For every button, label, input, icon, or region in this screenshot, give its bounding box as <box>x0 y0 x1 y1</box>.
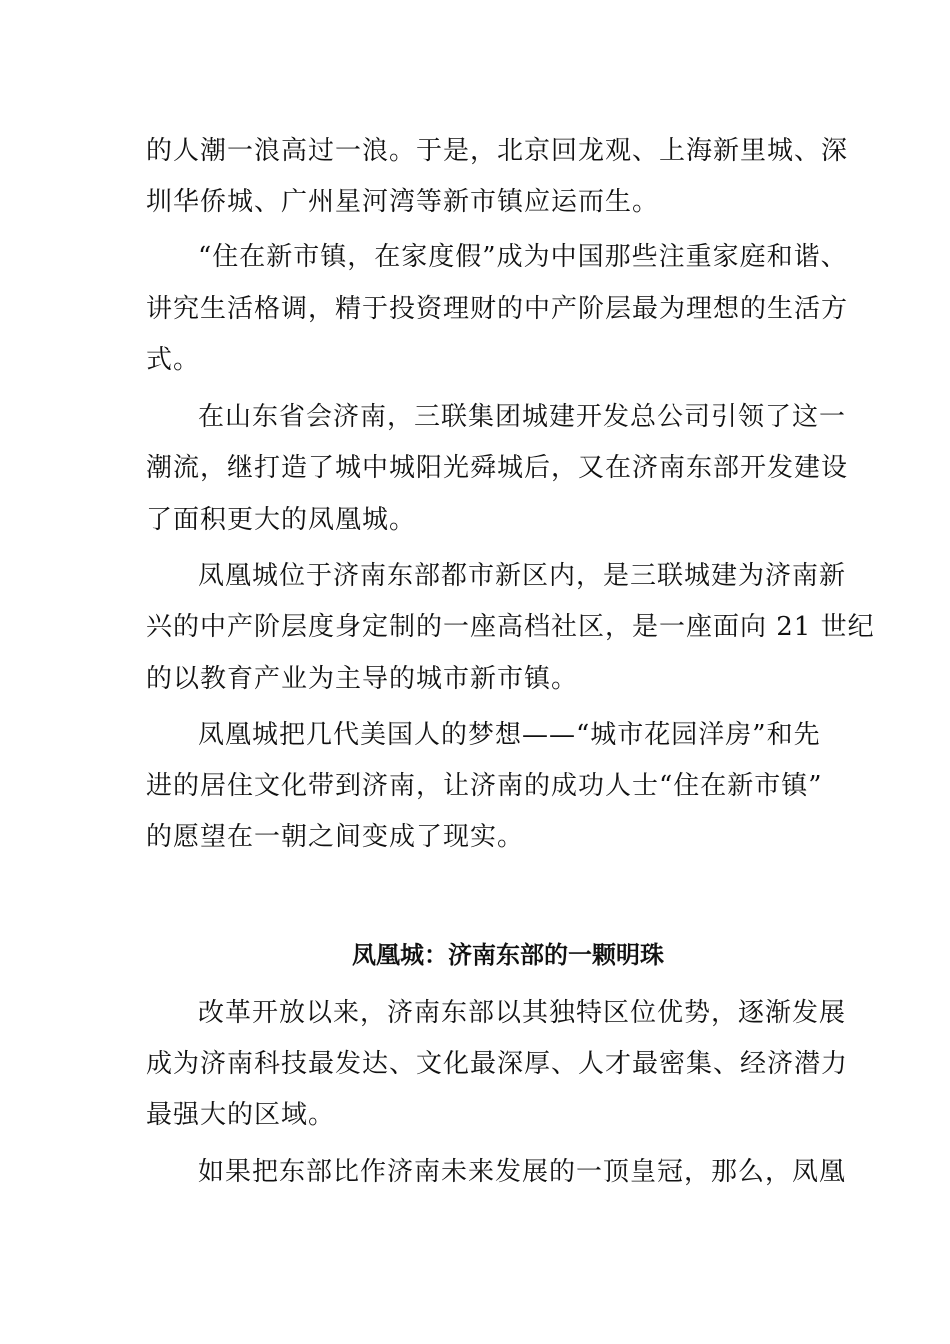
paragraph-3-line-3: 了面积更大的凤凰城。 <box>146 505 417 535</box>
paragraph-5-line-1: 凤凰城把几代美国人的梦想——“城市花园洋房”和先 <box>198 720 821 750</box>
paragraph-5-line-3: 的愿望在一朝之间变成了现实。 <box>146 822 525 852</box>
paragraph-2-line-1: “住在新市镇，在家度假”成为中国那些注重家庭和谐、 <box>198 242 848 272</box>
paragraph-7-line-1: 如果把东部比作济南未来发展的一顶皇冠，那么，凤凰 <box>198 1157 847 1187</box>
paragraph-5-line-2: 进的居住文化带到济南，让济南的成功人士“住在新市镇” <box>146 771 823 801</box>
paragraph-6-line-1: 改革开放以来，济南东部以其独特区位优势，逐渐发展 <box>198 998 847 1028</box>
paragraph-2-line-2: 讲究生活格调，精于投资理财的中产阶层最为理想的生活方 <box>146 294 849 324</box>
paragraph-6-line-2: 成为济南科技最发达、文化最深厚、人才最密集、经济潜力 <box>146 1049 849 1079</box>
paragraph-4-line-2: 兴的中产阶层度身定制的一座高档社区，是一座面向 21 世纪 <box>146 612 875 642</box>
paragraph-4-line-1: 凤凰城位于济南东部都市新区内，是三联城建为济南新 <box>198 561 847 591</box>
paragraph-6-line-3: 最强大的区域。 <box>146 1100 336 1130</box>
paragraph-1-line-1: 的人潮一浪高过一浪。于是，北京回龙观、上海新里城、深 <box>146 136 849 166</box>
section-heading: 凤凰城：济南东部的一颗明珠 <box>352 941 664 969</box>
paragraph-3-line-1: 在山东省会济南，三联集团城建开发总公司引领了这一 <box>198 402 847 432</box>
paragraph-1-line-2: 圳华侨城、广州星河湾等新市镇应运而生。 <box>146 187 660 217</box>
paragraph-4-line-3: 的以教育产业为主导的城市新市镇。 <box>146 664 579 694</box>
paragraph-2-line-3: 式。 <box>146 345 201 375</box>
paragraph-3-line-2: 潮流，继打造了城中城阳光舜城后，又在济南东部开发建设 <box>146 453 849 483</box>
